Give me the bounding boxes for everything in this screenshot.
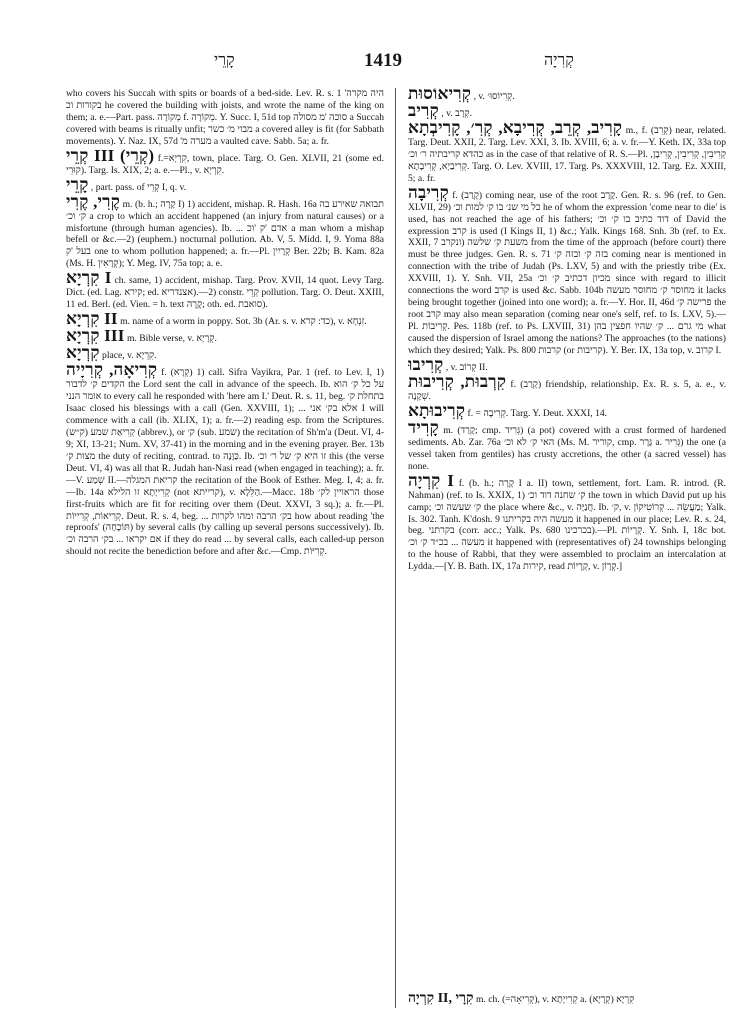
- dictionary-entry: [66, 326, 384, 346]
- dictionary-entry: [66, 191, 384, 271]
- entry-text: ch. same, 1) accident, mishap. Targ. Prov. XVII, 14 quot. Levy Targ. Dict. (ed. Lag. קירא; ed. אצנדריא).—2) constr. קְרֵי pollution. Targ. O. Deut. XXIII, 11 ed. Berl. (ed. Vien. = h. text קֶרֶה; oth. ed. סואבת).: [66, 275, 384, 311]
- entry-text: f.=קִרְיָא, town, place. Targ. O. Gen. XLVII, 21 (some ed. קוּרֵי). Targ. Is. XIX, 2; a. e.—Pl., v. קִרְיָא.: [66, 152, 384, 176]
- headword: קָרֵי: [66, 174, 89, 194]
- entry-text: m. ch. (=קְרִיאָה), v. קְרִייָתָא a. קִרְיָא (קְרָיָא): [475, 994, 635, 1006]
- entry-text: f. (קָרַב) coming near, use of the root קָרַב. Gen. R. s. 96 (ref. to Gen. XLVII, 29) כל מי שנ׳ בו ק׳ למות וכ׳ he of whom the expression 'come near to die' is used, has not reached the age of his fathers; דוד כתיב בו ק׳ וכ׳ of David the expression קרב is used (I Kings II, 1) &c.; Yalk. Kings 168. Snh. 3b (ref. to Ex. XXII, 7 ונקרב) משעת ק׳ שלשה from the time of the approach (before court) there must be three judges. Gen. R. s. 71 בזה ק׳ ובזה ק׳ coming near is mentioned in connection with the tribe of Judah (Ps. LXV, 5) and with the priestly tribe (Ex. XXVIII, 1). Y. Snh. VII, 25a מכיון דכתיב ק׳ וכ׳ since with regard to illicit connections the word קרב is used &c. Sabb. 104b מחוסר ק׳ מחוסר מעשה it lacks being brought together (joined into one word); a. fr.—Y. Hor. II, 46d פרישה ק׳ the root קרב may also mean separation (coming near one's self, ref. to Is. LXV, 5).—Pl. קְרִיבוֹת. Pes. 118b (ref. to Ps. LXVIII, 31) מי גרם ... ק׳ שהיו חפצין בהן what caused the dispersion of Israel among the nations? The approaches (to the nations) which they desired; Yalk. Ps. 800 קרבות (or קריבות). Y. Ber. IX, 13a top, v. קרוב I.: [408, 189, 726, 357]
- headword: קִרְבוּת, קְרִיבוּת: [408, 371, 507, 391]
- column-divider: [395, 88, 396, 1008]
- entry-text: f. (b. h.; קָרָה I a. II) town, settlement, fort. Lam. R. introd. (R. Nahman) (ref. to Is. XXIX, 1) ק׳ שחנה דוד וכ׳ the town in which David put up his camp; ק׳ שעשה וכ׳ the place where &c., v. חֲנַיָּה. Ib. ק׳, v. מַעֲשֵׂה ... קְרוֹטִיקוֹן; Yalk. Is. 302. Tanh. K'dosh. 9 מעשה היה בקריתנו it happened in our place; Lev. R. s. 24, beg. בקרתני (corr. acc.; Yalk. Ps. 680 בכרכינו).—Pl. קְרָיוֹת. Y. Snh. I, 18c bot. מעשה ... בכ״ד ק׳ וכ׳ it happened with (representatives of) 24 townships belonging to the house of Rabbi, that they were assembled to proclaim an intercalation at Lydda.—[Y. B. Bath. IX, 17a קירות, read קְרָיוֹת, v. קְרָוֹן.]: [408, 477, 726, 573]
- entry-text: f. = קְרִיבָה. Targ. Y. Deut. XXXI, 14.: [467, 407, 608, 419]
- headword: קִרְיָה I: [408, 470, 455, 490]
- headword: קְרֵי III (קְרֵי): [66, 145, 155, 165]
- dictionary-entry: [408, 182, 726, 357]
- header-left-guide-word: קָרֵי: [214, 52, 235, 69]
- left-column: [66, 88, 384, 1008]
- headword: קְרִיבָה: [408, 182, 449, 202]
- dictionary-page: [64, 0, 730, 1016]
- entry-text: , part. pass. of קְרֵי I, q. v.: [90, 181, 187, 193]
- page-number: 1419: [364, 50, 402, 71]
- headword: קִרְיָה II, קִרָי: [408, 991, 474, 1007]
- entry-text: f. (קְרָא) 1) call. Sifra Vayikra, Par. 1 (ref. to Lev. I, 1) הקדים ק׳ לדבור the Lord sent the call in advance of the speech. Ib. על כל ק׳ הוא אומר הנני to every call he responded with 'here am I.' Deut. R. s. 11, beg. בתחלת ק׳ Isaac closed his blessings with a call (Gen. XXVIII, 1); ... אלא בק׳ אני I will commence with a call (ib. XLIX, 1); a. fr.—2) reading esp. from the Scriptures. קְרִיאַת שמע (ק״ש) (abbrev.), or ק׳ (sub. שמע) the recitation of Sh'm'a (Deut. VI, 4-9; XI, 13-21; Num. XV, 37-41) in the morning and in the evening prayer. Ber. 13b מצות ק׳ the duty of reciting, contrad. to כַּוָּנָה. Ib. זו היא ק׳ של ר׳ וכ׳ this (the verse Deut. VI, 4) was all that R. Judah han-Nasi read (when engaged in teaching); a. fr.—V. שְׁמַע II.—קריאת המגלה the recitation of the Book of Esther. Meg. I, 4; a. fr.—Ib. 14a קְרִייָתָא זו הלילא (not קרייתא), v. הַלֵּלָא.—Macc. 18b הראויין לק׳ those first-fruits which are fit for reciting over them (Deut. XXVI, 3 sq.); a. fr.—Pl. קְרִיאוֹת, קְרִייוֹת. Deut. R. s. 4, beg. ... בק׳ הרבה ומהו לקרות how about reading 'the reproofs' (תּוֹכָחָה) by several calls (by calling up several persons successively). Ib. אם יקראו ... בק׳ הרבה וכ׳ if they do read ... by several calls, each called-up person should not recite the benediction before and after &c.—Cmp. קְרִיּוֹת.: [66, 367, 384, 558]
- headword: קְרִיבוּתָא: [408, 400, 466, 420]
- dictionary-entry: [66, 360, 384, 558]
- headword: קֶרִי, קֶרִי: [66, 191, 121, 211]
- dictionary-entry: [66, 268, 384, 311]
- dictionary-entry: [408, 400, 726, 420]
- entry-text: f. (קָרַב) friendship, relationship. Ex. R. s. 5, a. e., v. שְׁקָנָה.: [408, 378, 726, 402]
- right-column: [408, 88, 726, 1008]
- running-header: [64, 50, 730, 80]
- headword: קִרְיָא I: [66, 268, 112, 288]
- headword: קְרִיאוֹסוּת: [408, 88, 472, 103]
- dictionary-entry: [408, 88, 726, 103]
- entry-text: m. name of a worm in poppy. Sot. 3b (Ar. s. v. כד: קרא), v. זִנְחָא.: [120, 316, 367, 328]
- headword: קִרְיָא II: [66, 309, 118, 329]
- dictionary-entry: [408, 993, 634, 1006]
- continued-entry: [66, 88, 384, 148]
- dictionary-entry: [408, 417, 726, 473]
- entry-text: m., f. (קְרֵב) near, related. Targ. Deut. XXII, 2. Targ. Lev. XXI, 3. Ib. XVIII, 6; a. v. fr.—Y. Keth. IX, 33a top כהדא קריבתיה ר׳ וכ׳ as in the case of that relative of R. S.—Pl. קְרִיבִין, קְרִיבִין, קְרִיבָן, קְרִיבַיָא, קְרִיבָתָא. Targ. O. Lev. XVIII, 17. Targ. Ps. XXXVIII, 12. Targ. Ez. XXIII, 5; a. fr.: [408, 124, 726, 184]
- entry-text: m. (קָרַד; cmp. גְּרִיד) (a pot) covered with a crust formed of hardened sediments. Ab. Zar. 76a האי ק׳ לא וכ׳ (Ms. M. קוריר, cmp. גָּרָר a. גְּרִיר) the one (a vessel taken from gentiles) has crusty accretions, the other (a sacred vessel) has none.: [408, 424, 726, 472]
- headword: קְרִיב: [408, 100, 439, 120]
- header-right-guide-word: קְרִיָה: [544, 52, 574, 69]
- headword: קְרִיאָה, קְרִיָיה: [66, 360, 158, 380]
- dictionary-entry: [408, 371, 726, 403]
- entry-text: place, v. קִרְיָא.: [102, 350, 157, 362]
- entry-text: , v. קְרוֹב II.: [445, 362, 488, 374]
- dictionary-entry: [408, 470, 726, 574]
- dictionary-entry: [66, 145, 384, 177]
- entry-text: who covers his Succah with spits or boards of a bed-side. Lev. R. s. 1 'היה מקרה בקורות וכ he covered the building with joists, and wrote the name of the king on them; a. e.—Part. pass. מְקוֹרָה f. מְקוֹרֶה. Y. Succ. I, 51d top סוכה 'מ מסולה a Succah covered with beams is ritually unfit; מבוי מ׳ כשר a covered alley is fit (for Sabbath movements). Y. Naz. IX, 57d 'מערה מ a vaulted cave. Sabb. 5a; a. fr.: [66, 88, 384, 147]
- dictionary-entry: [408, 117, 726, 185]
- entry-text: m. Bible verse, v. קְרָיָא.: [126, 333, 217, 345]
- entry-text: , v. קְרִיוֹסוּ׳.: [473, 91, 515, 102]
- entry-text: m. (b. h.; קָרָה I) 1) accident, mishap. R. Hash. 16a תבואה שאירע בה ק׳ וכ׳ a crop to which an accident happened (an injury from natural causes) or a misfortune (through human agencies). Ib. ... אדם 'ק 'וכ a man whom a mishap befell or &c.—2) (euphem.) nocturnal pollution. Ab. V, 5. Midd. I, 9. Yoma 88a בעל 'ק one to whom pollution happened; a. fr.—Pl. קְרָיִין Ber. 22b; B. Kam. 82a (Ms. H. קְרָאִין); Y. Meg. IV, 75a top; a. e.: [66, 198, 384, 270]
- headword: קִרְיָא III: [66, 326, 125, 346]
- headword: קִרְיָא: [66, 343, 100, 363]
- headword: קָרִיד: [408, 417, 439, 437]
- headword: קְרִיבוּ: [408, 355, 444, 375]
- headword: קָרִיב, קְרֵב, קְרִיבָא, קְרִ׳, קָרִיבְתָא: [408, 117, 623, 137]
- entry-text: , v. קְרָב.: [441, 107, 472, 119]
